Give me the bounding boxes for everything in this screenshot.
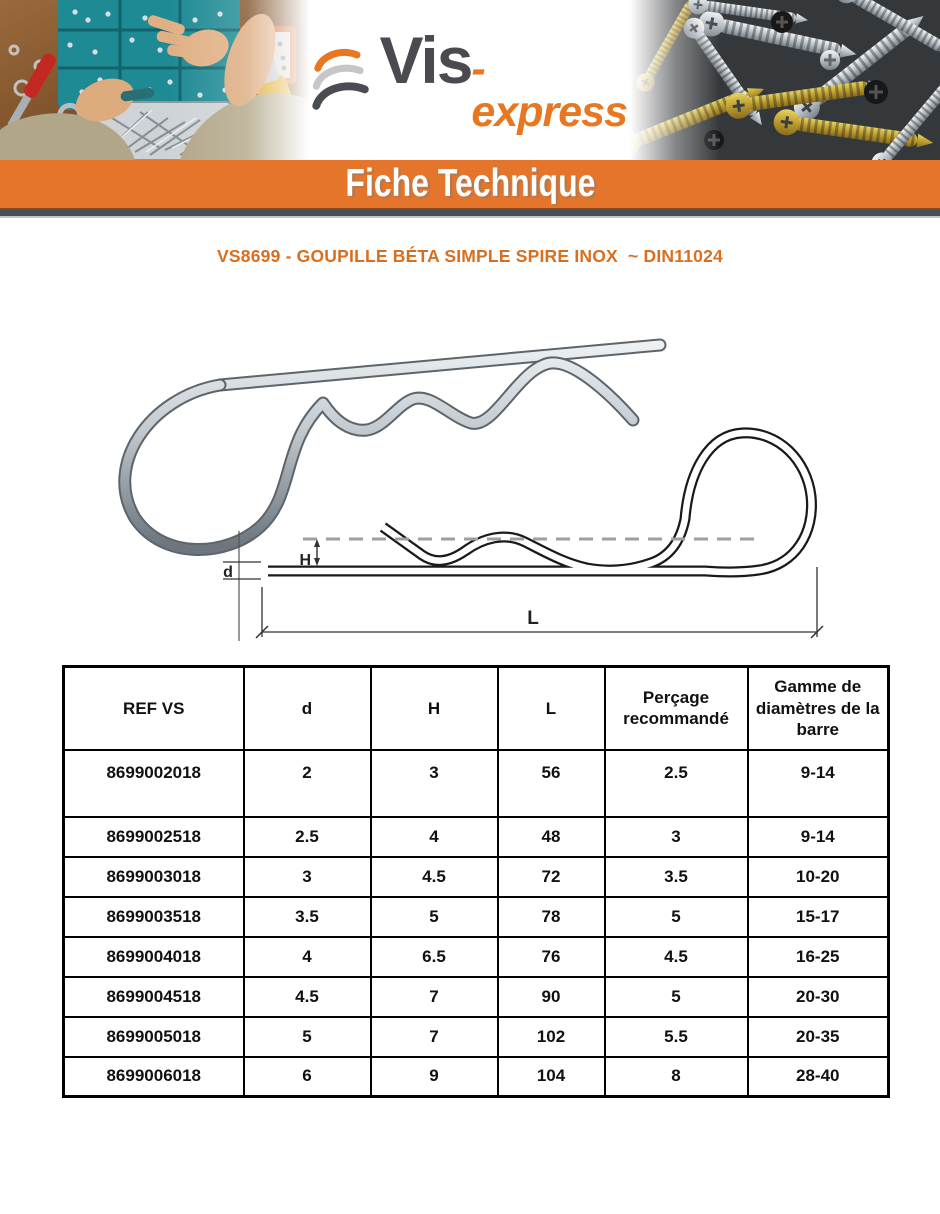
cell-d: 3.5 [244,897,371,937]
cell-h: 3 [371,750,498,817]
col-header-h: H [371,667,498,750]
pin-line-drawing [268,433,812,572]
cell-l: 76 [498,937,605,977]
separator [0,208,940,218]
table-row [64,1017,889,1057]
cell-gamme: 20-35 [748,1017,889,1057]
logo-wordmark: Vis [379,22,472,97]
col-header-ref: REF VS [64,667,244,750]
cell-ref: 8699006018 [64,1057,244,1097]
cell-ref: 8699004018 [64,937,244,977]
cell-l: 104 [498,1057,605,1097]
table-row [64,750,889,817]
cell-l: 102 [498,1017,605,1057]
cell-percage: 5.5 [605,1017,748,1057]
cell-l: 48 [498,817,605,857]
cell-percage: 3.5 [605,857,748,897]
table-row [64,817,889,857]
dimension-lines [223,531,823,641]
cell-ref: 8699003018 [64,857,244,897]
cell-ref: 8699005018 [64,1017,244,1057]
cell-h: 4.5 [371,857,498,897]
col-header-percage: Perçage recommandé [605,667,748,750]
col-header-l: L [498,667,605,750]
screws-photo [630,0,940,160]
cell-d: 2 [244,750,371,817]
table-row [64,937,889,977]
cell-h: 7 [371,977,498,1017]
cell-gamme: 15-17 [748,897,889,937]
dimension-label-h: H [299,552,311,569]
cell-d: 4.5 [244,977,371,1017]
cell-h: 9 [371,1057,498,1097]
col-header-gamme: Gamme de diamètres de la barre [748,667,889,750]
cell-l: 72 [498,857,605,897]
cell-percage: 5 [605,897,748,937]
cell-gamme: 16-25 [748,937,889,977]
cell-l: 56 [498,750,605,817]
cell-ref: 8699002518 [64,817,244,857]
table-row [64,977,889,1017]
product-title: VS8699 - GOUPILLE BÉTA SIMPLE SPIRE INOX ~ DIN11024 [217,246,723,266]
cell-d: 4 [244,937,371,977]
cell-percage: 4.5 [605,937,748,977]
cell-percage: 8 [605,1057,748,1097]
cell-percage: 3 [605,817,748,857]
cell-gamme: 10-20 [748,857,889,897]
table-header-row [64,667,889,750]
pin-photo [125,345,660,550]
cell-h: 4 [371,817,498,857]
cell-gamme: 28-40 [748,1057,889,1097]
cell-gamme: 20-30 [748,977,889,1017]
banner [0,160,940,208]
cell-d: 5 [244,1017,371,1057]
cell-ref: 8699004518 [64,977,244,1017]
table-row [64,897,889,937]
logo [310,0,630,160]
cell-percage: 2.5 [605,750,748,817]
cell-gamme: 9-14 [748,817,889,857]
cell-d: 6 [244,1057,371,1097]
cell-h: 7 [371,1017,498,1057]
dimension-label-d: d [223,564,233,581]
logo-swoosh-icon [310,39,370,121]
cell-d: 2.5 [244,817,371,857]
logo-wordmark-suffix: -express [471,44,627,136]
cell-h: 5 [371,897,498,937]
col-header-d: d [244,667,371,750]
table-row [64,857,889,897]
cell-d: 3 [244,857,371,897]
cell-percage: 5 [605,977,748,1017]
cell-l: 78 [498,897,605,937]
cell-h: 6.5 [371,937,498,977]
table-row [64,1057,889,1097]
dimensions-table [62,665,890,1098]
cell-ref: 8699003518 [64,897,244,937]
dimension-label-l: L [527,608,539,629]
cell-l: 90 [498,977,605,1017]
cell-ref: 8699002018 [64,750,244,817]
workbench-photo [0,0,310,160]
banner-title: Fiche Technique [345,162,595,205]
cell-gamme: 9-14 [748,750,889,817]
header [0,0,940,160]
pin-diagram [55,315,885,665]
